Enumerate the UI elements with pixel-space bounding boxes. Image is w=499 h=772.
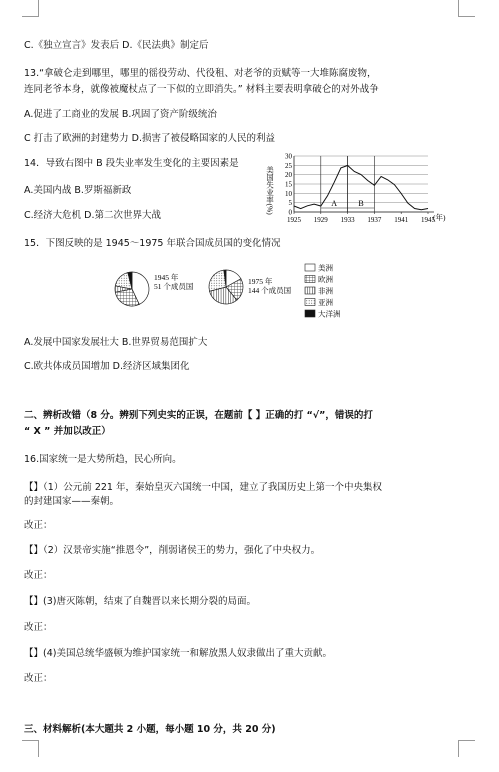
chart-x-tick-label: 1925 <box>287 216 301 224</box>
section2-title-line1: 二、辨析改错（8 分。辨别下列史实的正误，在题前【 】正确的打 “√”，错误的打 <box>24 410 373 421</box>
legend-swatch <box>305 287 315 294</box>
q15-stem: 15．下图反映的是 1945～1975 年联合国成员国的变化情况 <box>24 238 281 249</box>
chart-segment-label: B <box>358 199 364 208</box>
chart-x-tick-label: 1941 <box>394 216 409 224</box>
chart-x-tick-label: 1929 <box>313 216 328 224</box>
q13-options-ab: A.促进了工商业的发展 B.巩固了资产阶级统治 <box>24 109 217 120</box>
chart-x-tick-label: 1933 <box>340 216 355 224</box>
legend-label: 美洲 <box>318 263 333 273</box>
legend-swatch <box>305 276 315 283</box>
corner-mark-bottom-right <box>458 740 475 757</box>
q14-options-ab: A.美国内战 B.罗斯福新政 <box>24 185 132 196</box>
section3-title: 三、材料解析(本大题共 2 小题，每小题 10 分，共 20 分) <box>24 724 276 735</box>
pie1-year: 1945 年 <box>154 273 179 282</box>
chart-y-tick-label: 25 <box>285 161 292 170</box>
chart-y-tick-label: 20 <box>285 171 292 180</box>
q13-stem-line2: 连同老爷本身，就像被魔杖点了一下似的立即消失。” 材料主要表明拿破仑的对外战争 <box>24 84 379 95</box>
unemployment-chart <box>262 152 458 238</box>
q15-options-ab: A.发展中国家发展壮大 B.世界贸易范围扩大 <box>24 337 208 348</box>
correction-label-3: 改正： <box>24 622 53 633</box>
q16-item1-line2: 的封建国家——秦朝。 <box>24 496 120 507</box>
chart-xlabel: (年) <box>433 213 446 222</box>
pie-legend <box>305 263 341 319</box>
corner-mark-top-left <box>22 0 39 17</box>
pie-1945 <box>115 272 149 306</box>
chart-x-tick-label: 1937 <box>367 216 382 224</box>
q12-options: C.《独立宣言》发表后 D.《民法典》制定后 <box>24 40 209 51</box>
pie2-count: 144 个成员国 <box>248 286 292 295</box>
chart-ylabel: 美国失业率(%) <box>265 166 275 215</box>
q14-options-cd: C.经济大危机 D.第二次世界大战 <box>24 210 162 221</box>
legend-swatch <box>305 310 315 317</box>
q15-options-cd: C.欧共体成员国增加 D.经济区域集团化 <box>24 361 190 372</box>
section2-title-line2: “ X ” 并加以改正） <box>24 426 111 437</box>
q13-options-cd: C 打击了欧洲的封建势力 D.损害了被侵略国家的人民的利益 <box>24 133 276 144</box>
q16-item1-line1: 【】（1）公元前 221 年，秦始皇灭六国统一中国，建立了我国历史上第一个中央集权 <box>24 482 382 493</box>
chart-y-tick-label: 5 <box>288 199 292 208</box>
legend-label: 非洲 <box>318 286 333 296</box>
chart-y-tick-label: 15 <box>285 180 292 189</box>
q16-item4: 【】(4)美国总统华盛顿为维护国家统一和解放黑人奴隶做出了重大贡献。 <box>24 648 332 659</box>
q16-item3: 【】(3)唐灭陈朝，结束了自魏晋以来长期分裂的局面。 <box>24 596 256 607</box>
legend-label: 亚洲 <box>318 298 333 307</box>
q16-item2: 【】（2）汉景帝实施“推恩令”，削弱诸侯王的势力，强化了中央权力。 <box>24 545 321 556</box>
pie1-count: 51 个成员国 <box>154 282 194 291</box>
legend-label: 欧洲 <box>318 275 333 284</box>
corner-mark-top-right <box>458 0 475 17</box>
q16-stem: 16.国家统一是大势所趋，民心所向。 <box>24 454 182 465</box>
legend-swatch <box>305 264 315 271</box>
pie2-year: 1975 年 <box>248 277 273 286</box>
chart-x-tick-label: 1945 <box>421 216 435 224</box>
legend-label: 大洋洲 <box>318 309 341 319</box>
corner-mark-bottom-left <box>22 740 39 757</box>
un-members-pie-charts <box>108 262 358 324</box>
chart-y-tick-label: 0 <box>288 208 292 217</box>
chart-y-tick-label: 30 <box>285 152 292 161</box>
correction-label-4: 改正： <box>24 673 53 684</box>
chart-segment-label: A <box>331 199 338 208</box>
legend-swatch <box>305 299 315 306</box>
chart-y-tick-label: 10 <box>285 189 292 198</box>
correction-label-1: 改正： <box>24 520 53 531</box>
pie-1975 <box>209 270 243 304</box>
q13-stem-line1: 13.“拿破仑走到哪里，哪里的徭役劳动、代役租、对老爷的贡赋等一大堆陈腐废物， <box>24 68 377 79</box>
correction-label-2: 改正： <box>24 570 53 581</box>
q14-stem: 14．导致右图中 B 段失业率发生变化的主要因素是 <box>24 158 239 169</box>
